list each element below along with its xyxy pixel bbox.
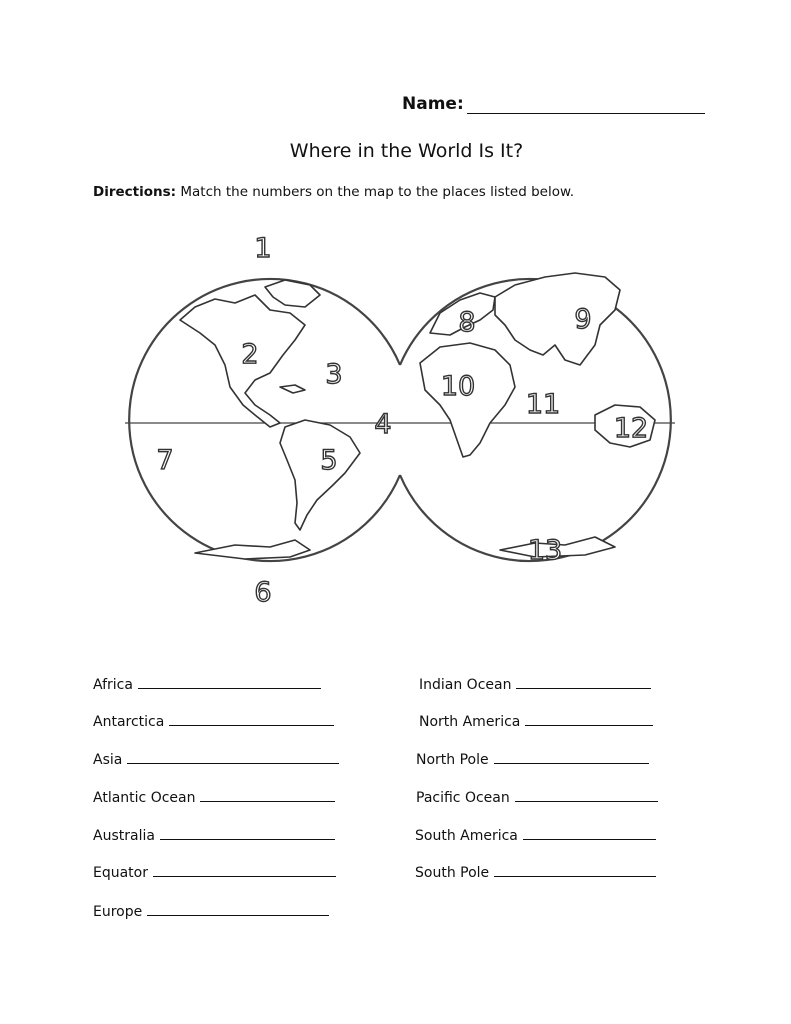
answer-blank[interactable] [523, 825, 656, 840]
answer-blank[interactable] [515, 787, 658, 802]
antarctica-west-shape [195, 540, 310, 559]
map-number-4: 4 [374, 409, 392, 440]
answer-atlantic-ocean[interactable]: Atlantic Ocean [93, 787, 335, 806]
answer-blank[interactable] [494, 749, 649, 764]
name-blank-line[interactable] [467, 95, 705, 114]
greenland-shape [265, 280, 320, 307]
map-number-10: 10 [440, 371, 476, 402]
map-number-6: 6 [254, 577, 272, 608]
directions-text: Match the numbers on the map to the places listed below. [180, 184, 575, 200]
answer-indian-ocean[interactable]: Indian Ocean [419, 674, 651, 693]
directions-label: Directions: [93, 184, 177, 200]
answer-blank[interactable] [160, 825, 335, 840]
answer-europe[interactable]: Europe [93, 901, 329, 920]
map-number-11: 11 [525, 389, 561, 420]
answer-north-america[interactable]: North America [419, 711, 653, 730]
answer-south-america[interactable]: South America [415, 825, 656, 844]
answer-blank[interactable] [153, 862, 336, 877]
answer-antarctica[interactable]: Antarctica [93, 711, 334, 730]
answer-north-pole[interactable]: North Pole [416, 749, 649, 768]
map-number-2: 2 [241, 339, 259, 370]
caribbean-shape [280, 385, 305, 393]
name-label: Name: [402, 94, 464, 114]
asia-shape [495, 273, 620, 365]
map-number-8: 8 [458, 307, 476, 338]
answer-pacific-ocean[interactable]: Pacific Ocean [416, 787, 658, 806]
world-map [95, 215, 700, 620]
answer-blank[interactable] [127, 749, 339, 764]
map-number-13: 13 [527, 535, 563, 566]
map-number-12: 12 [613, 413, 649, 444]
answer-asia[interactable]: Asia [93, 749, 339, 768]
answer-blank[interactable] [138, 674, 321, 689]
name-field[interactable] [402, 94, 705, 114]
answer-equator[interactable]: Equator [93, 862, 336, 881]
answer-australia[interactable]: Australia [93, 825, 335, 844]
map-number-1: 1 [254, 233, 272, 264]
map-number-7: 7 [156, 445, 174, 476]
map-number-5: 5 [320, 445, 338, 476]
answer-blank[interactable] [494, 862, 656, 877]
map-number-3: 3 [325, 359, 343, 390]
answer-blank[interactable] [516, 674, 651, 689]
answer-south-pole[interactable]: South Pole [415, 862, 656, 881]
answer-africa[interactable]: Africa [93, 674, 321, 693]
answer-blank[interactable] [147, 901, 329, 916]
page-title: Where in the World Is It? [289, 140, 524, 162]
directions [93, 184, 574, 200]
answer-blank[interactable] [169, 711, 334, 726]
answer-blank[interactable] [525, 711, 653, 726]
answer-blank[interactable] [200, 787, 335, 802]
map-number-9: 9 [574, 304, 592, 335]
